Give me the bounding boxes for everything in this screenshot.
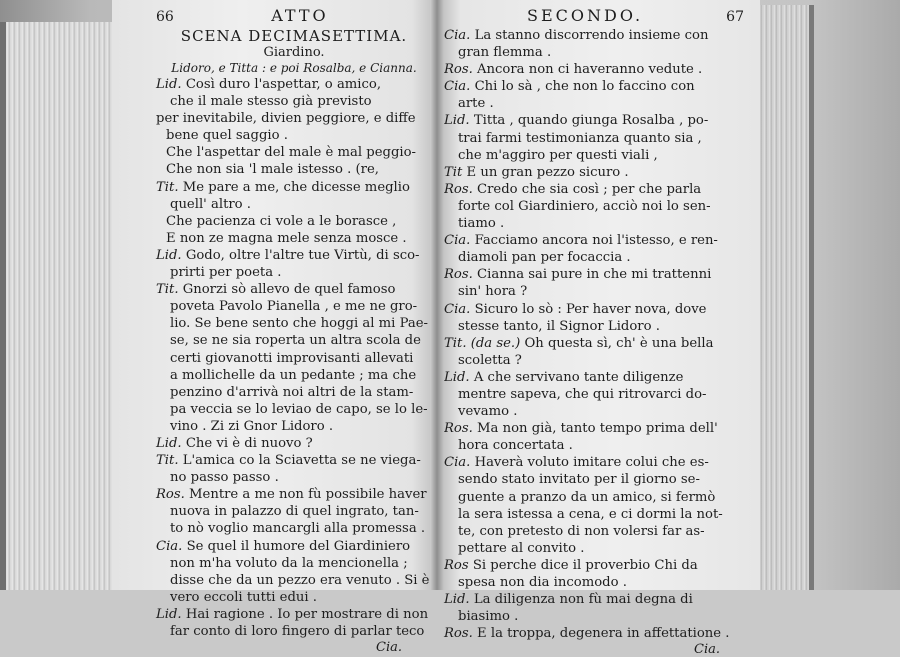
right-text-line [444,44,750,61]
right-text-line [444,147,750,164]
right-text-line [444,266,750,283]
line-text: Che vi è di nuovo ? [185,435,313,451]
left-text-line [156,110,432,127]
speaker-label: Lid. [444,592,474,608]
right-text-line [444,574,750,591]
right-text-line [444,232,750,249]
speaker-label: Lid. [156,606,186,622]
left-text-line [156,555,432,572]
right-text-line [444,198,750,215]
right-text-line [444,215,750,232]
line-text: E un gran pezzo sicuro . [466,164,629,180]
line-text: hora concertata . [458,438,573,454]
line-text: poveta Pavolo Pianella , e me ne gro- [170,299,418,315]
line-text: a mollichelle da un pedante ; ma che [170,367,417,383]
line-text: diamoli pan per focaccia . [458,250,631,266]
line-text: non m'ha voluto da la mencionella ; [170,555,408,571]
line-text: trai farmi testimonianza quanto sia , [458,130,702,146]
right-text-line [444,301,750,318]
left-running-head [156,6,426,27]
right-text-line [444,540,750,557]
line-text: A che servivano tante diligenze [473,369,684,385]
line-text: per inevitabile, divien peggiore, e diffe [156,111,416,127]
line-text: Che non sia 'l male istesso . (re, [166,162,379,178]
speaker-label: Cia. [444,233,475,249]
speaker-label: Ros. [444,626,478,642]
right-text-line [444,78,750,95]
left-text-line [156,452,432,469]
line-text: vero eccoli tutti edui . [170,589,317,605]
line-text: lio. Se bene sento che hoggi al mi Pae- [170,316,428,332]
line-text: E non ze magna mele senza mosce . [166,230,407,246]
left-text-line [156,623,432,640]
right-text-line [444,318,750,335]
book-gutter [430,0,444,590]
speaker-label: Tit [444,164,467,180]
speaker-label: Cia. [156,538,187,554]
left-text-line [156,144,432,161]
left-text-line [156,435,432,452]
right-text-line [444,249,750,266]
line-text: guente a pranzo da un amico, si fermò [458,489,716,505]
line-text: L'amica co la Sciavetta se ne viega- [182,453,421,469]
line-text: se, se ne sia roperta un altra scola de [170,333,421,349]
right-text-line [444,557,750,574]
line-text: forte col Giardiniero, acciò noi lo sen- [458,198,711,214]
speaker-label: Cia. [444,28,475,43]
left-text-line [156,332,432,349]
line-text: Che l'aspettar del male è mal peggio- [166,145,417,161]
right-text-line [444,523,750,540]
speaker-label: Ros. [156,487,190,503]
left-text-line [156,179,432,196]
left-text-line [156,281,432,298]
right-text-line [444,608,750,625]
right-text-line [444,625,750,642]
speaker-label: Lid. [444,113,474,129]
line-text: vino . Zi zi Gnor Lidoro . [170,418,334,434]
speaker-label: Tit. [156,179,183,195]
line-text: no passo passo . [170,470,279,486]
line-text: biasimo . [458,609,519,625]
speaker-label: Ros. [444,267,478,283]
line-text: penzino d'arrivà noi altri de la stam- [170,384,414,400]
line-text: stesse tanto, il Signor Lidoro . [458,318,660,334]
speaker-label: Cia. [444,455,475,471]
left-text-block [156,76,432,640]
right-text-line [444,591,750,608]
line-text: scoletta ? [458,352,522,368]
book-edge-left [0,22,120,590]
line-text: Credo che sia così ; per che parla [477,181,702,197]
line-text: Mentre a me non fù possibile haver [189,487,427,503]
line-text: arte . [458,96,494,112]
right-running-head [444,6,744,27]
line-text: pettare al convito . [458,540,585,556]
left-text-line [156,486,432,503]
line-text: che il male stesso già previsto [170,94,372,110]
speaker-label: Cia. [444,79,475,95]
speaker-label: Tit. [156,282,183,298]
right-text-line [444,403,750,420]
line-text: Oh questa sì, ch' è una bella [524,335,714,351]
left-text-line [156,315,432,332]
left-text-line [156,538,432,555]
line-text: bene quel saggio . [166,128,288,144]
scene-title: SCENA DECIMASETTIMA. [180,27,408,45]
left-running-title: ATTO [271,6,329,25]
line-text: te, con pretesto di non volersi far as- [458,523,705,539]
left-text-line [156,247,432,264]
speaker-label: Lid. [444,369,474,385]
right-text-line [444,420,750,437]
speaker-label: Lid. [156,247,186,263]
speaker-label: Lid. [156,435,186,451]
left-text-line [156,161,432,178]
speaker-label: Cia. [444,301,475,317]
right-text-line [444,471,750,488]
speaker-label: Ros. [444,421,478,437]
scene-place: Giardino. [263,45,325,60]
line-text: Si perche dice il proverbio Chi da [472,557,698,573]
line-text: Cianna sai pure in che mi trattenni [477,267,712,283]
right-text-line [444,283,750,300]
speaker-label: Tit. [156,453,183,469]
line-text: Haverà voluto imitare colui che es- [474,455,709,471]
line-text: che m'aggiro per questi viali , [458,147,658,163]
line-text: mentre sapeva, che qui ritrovarci do- [458,386,707,402]
left-text-line [156,76,432,93]
speaker-label: Ros. [444,181,478,197]
right-catchword: Cia. [694,642,720,657]
line-text: E la troppa, degenera in affettatione . [477,626,730,642]
left-text-line [156,298,432,315]
line-text: Facciamo ancora noi l'istesso, e ren- [474,233,718,249]
right-page [438,0,760,657]
book-edge-right [758,5,814,590]
left-text-line [156,367,432,384]
right-text-line [444,112,750,129]
left-text-line [156,503,432,520]
right-text-line [444,27,750,44]
right-text-line [444,164,750,181]
line-text: sendo stato invitato per il giorno se- [458,472,700,488]
left-text-line [156,93,432,110]
line-text: Così duro l'aspettar, o amico, [185,77,382,92]
line-text: sin' hora ? [458,284,528,300]
left-text-line [156,127,432,144]
right-text-line [444,130,750,147]
line-text: Chi lo sà , che non lo faccino con [474,79,695,95]
left-text-line [156,606,432,623]
line-text: La diligenza non fù mai degna di [473,592,693,608]
left-text-line [156,401,432,418]
right-page-number: 67 [726,9,744,25]
line-text: La stanno discorrendo insieme con [474,28,709,43]
line-text: Sicuro lo sò : Per haver nova, dove [474,301,707,317]
speaker-label: Ros. [444,62,478,78]
left-text-line [156,213,432,230]
left-catchword: Cia. [376,640,402,656]
left-text-line [156,469,432,486]
scene-cast: Lidoro, e Titta : e poi Rosalba, e Cianna. [171,61,417,75]
line-text: prirti per poeta . [170,265,282,281]
left-text-line [156,589,432,606]
line-text: nuova in palazzo di quel ingrato, tan- [170,504,419,520]
left-text-line [156,572,432,589]
line-text: Che pacienza ci vole a le borasce , [166,213,397,229]
left-text-line [156,520,432,537]
line-text: Titta , quando giunga Rosalba , po- [473,113,709,129]
line-text: Ancora non ci haveranno vedute . [477,62,703,78]
left-text-line [156,418,432,435]
line-text: Gnorzi sò allevo de quel famoso [182,282,396,298]
line-text: Godo, oltre l'altre tue Virtù, di sco- [185,247,420,263]
right-text-line [444,61,750,78]
right-running-title: SECONDO. [527,6,644,25]
speaker-label: Lid. [156,77,186,92]
line-text: Ma non già, tanto tempo prima dell' [477,421,718,437]
left-text-line [156,264,432,281]
left-text-line [156,196,432,213]
line-text: la sera istessa a cena, e ci dormi la not- [458,506,723,522]
right-text-line [444,437,750,454]
left-text-line [156,350,432,367]
left-page [112,0,438,656]
right-text-line [444,369,750,386]
right-text-line [444,489,750,506]
line-text: pa veccia se lo leviao de capo, se lo le- [170,401,428,417]
right-text-line [444,454,750,471]
right-text-line [444,506,750,523]
left-text-line [156,384,432,401]
right-text-line [444,352,750,369]
line-text: spesa non dia incomodo . [458,575,627,590]
line-text: tiamo . [458,216,505,232]
line-text: Hai ragione . Io per mostrare di non [185,606,429,622]
line-text: disse che da un pezzo era venuto . Si è [170,572,430,588]
line-text: to nò voglio mancargli alla promessa . [170,521,426,537]
line-text: Se quel il humore del Giardiniero [186,538,411,554]
line-text: certi giovanotti improvisanti allevati [170,350,414,366]
right-text-line [444,95,750,112]
left-page-number: 66 [156,9,174,25]
line-text: gran flemma . [458,45,552,61]
right-text-block [444,27,750,642]
speaker-label: Ros [444,557,473,573]
line-text: quell' altro . [170,196,251,212]
line-text: Me pare a me, che dicesse meglio [182,179,410,195]
left-text-line [156,230,432,247]
right-text-line [444,181,750,198]
line-text: vevamo . [458,404,518,420]
right-text-line [444,386,750,403]
right-text-line [444,335,750,352]
speaker-label: Tit. (da se.) [444,335,525,351]
line-text: far conto di loro fingero di parlar teco [170,624,425,639]
